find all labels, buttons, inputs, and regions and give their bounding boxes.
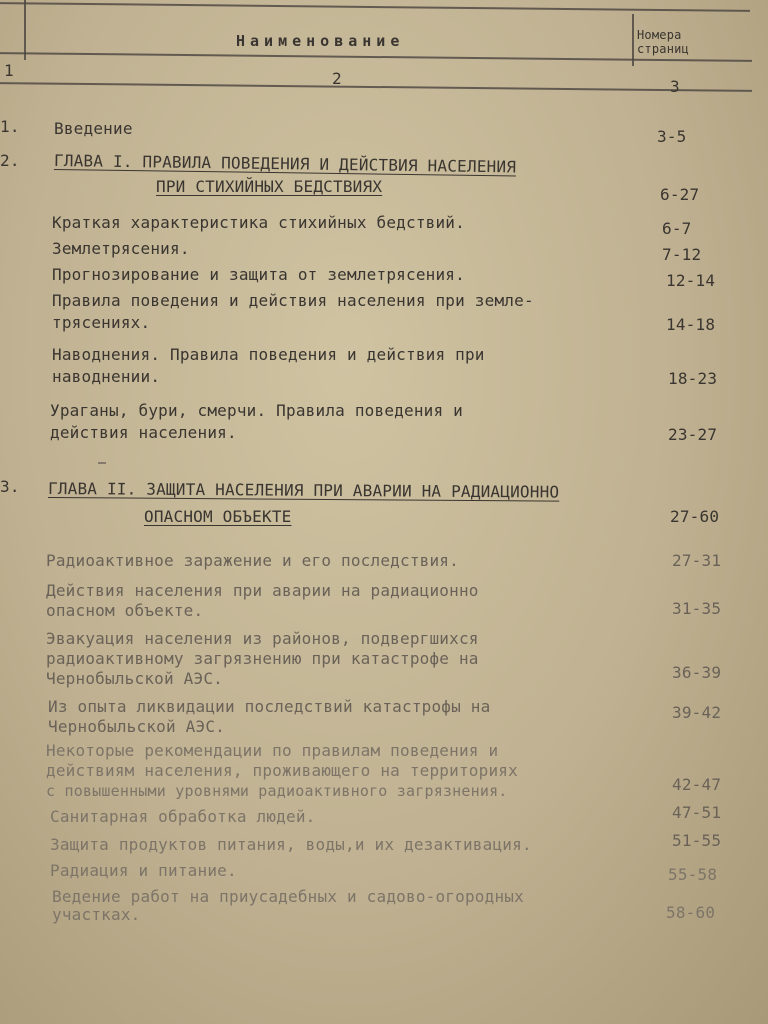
- header-right-divider: [632, 14, 634, 66]
- entry-pages: 6-27: [660, 185, 700, 204]
- entry-number: 2.: [0, 151, 20, 170]
- entry-title: Чернобыльской АЭС.: [46, 669, 223, 688]
- chapter-heading: [48, 478, 559, 504]
- entry-pages: 18-23: [668, 369, 718, 388]
- entry-number: 1.: [0, 117, 20, 136]
- entry-title: опасном объекте.: [46, 601, 204, 620]
- entry-pages: 6-7: [662, 219, 692, 238]
- entry-title: Санитарная обработка людей.: [50, 807, 316, 826]
- entry-title: Землетрясения.: [52, 239, 190, 258]
- entry-pages: 14-18: [666, 315, 716, 334]
- entry-pages: 27-60: [670, 507, 720, 526]
- entry-title: Введение: [54, 119, 133, 138]
- entry-pages: 27-31: [672, 551, 722, 570]
- entry-title: Эвакуация населения из районов, подвергшихся: [46, 629, 479, 648]
- entry-title: Наводнения. Правила поведения и действия при: [52, 345, 485, 364]
- entry-title: Действия населения при аварии на радиационно: [46, 581, 479, 600]
- chapter-heading-line: ОПАСНОМ ОБЪЕКТЕ: [144, 507, 292, 526]
- entry-title: с повышенными уровнями радиоактивного загрязнения.: [46, 782, 508, 800]
- entry-title: Радиоактивное заражение и его последствия.: [46, 551, 459, 570]
- entry-pages: 36-39: [672, 663, 722, 682]
- entry-title: Краткая характеристика стихийных бедствий.: [52, 213, 465, 232]
- entry-pages: 55-58: [668, 865, 718, 884]
- stray-mark: [98, 462, 106, 464]
- entry-pages: 3-5: [657, 127, 687, 146]
- entry-pages: 39-42: [672, 703, 722, 722]
- entry-title: Защита продуктов питания, воды,и их дезактивация.: [50, 835, 532, 854]
- entry-pages: 51-55: [672, 831, 722, 850]
- entry-title: Из опыта ликвидации последствий катастрофы на: [48, 697, 491, 716]
- column-number-2: 2: [332, 69, 342, 88]
- entry-title: наводнении.: [52, 367, 161, 386]
- column-number-3: 3: [670, 77, 680, 96]
- entry-pages: 47-51: [672, 803, 722, 822]
- entry-title: участках.: [52, 905, 141, 924]
- entry-title: Радиация и питание.: [50, 861, 237, 880]
- entry-pages: 42-47: [672, 775, 722, 794]
- entry-title: действия населения.: [50, 423, 237, 442]
- entry-title: действиям населения, проживающего на территориях: [46, 761, 518, 780]
- entry-title: Ураганы, бури, смерчи. Правила поведения и: [50, 401, 463, 420]
- entry-title: Некоторые рекомендации по правилам поведения и: [46, 741, 499, 760]
- entry-pages: 31-35: [672, 599, 722, 618]
- chapter-heading: [54, 150, 516, 178]
- entry-title: Правила поведения и действия населения при земле-: [52, 291, 534, 310]
- entry-title: радиоактивному загрязнению при катастрофе на: [46, 649, 479, 668]
- header-pages-column: Номера страниц: [637, 28, 689, 56]
- entry-pages: 12-14: [666, 271, 716, 290]
- entry-number: 3.: [0, 477, 20, 496]
- column-number-1: 1: [4, 61, 14, 80]
- entry-title: трясениях.: [52, 313, 151, 332]
- entry-title: Чернобыльской АЭС.: [48, 717, 225, 736]
- entry-pages: 23-27: [668, 425, 718, 444]
- entry-title: Прогнозирование и защита от землетрясения.: [52, 265, 465, 284]
- chapter-heading-line: ПРИ СТИХИЙНЫХ БЕДСТВИЯХ: [156, 177, 383, 196]
- header-left-divider: [24, 0, 26, 60]
- chapter-heading-line: ГЛАВА I. ПРАВИЛА ПОВЕДЕНИЯ И ДЕЙСТВИЯ НАСЕЛЕНИЯ: [53, 151, 517, 177]
- entry-pages: 7-12: [662, 245, 702, 264]
- header-top-rule: [0, 2, 750, 12]
- header-title: Наименование: [236, 32, 405, 50]
- entry-title: Ведение работ на приусадебных и садово-огородных: [52, 887, 524, 906]
- header-bottom-rule: [0, 82, 752, 92]
- chapter-heading-line: ГЛАВА II. ЗАЩИТА НАСЕЛЕНИЯ ПРИ АВАРИИ НА РАДИАЦИОННО: [47, 479, 560, 502]
- entry-pages: 58-60: [666, 903, 716, 922]
